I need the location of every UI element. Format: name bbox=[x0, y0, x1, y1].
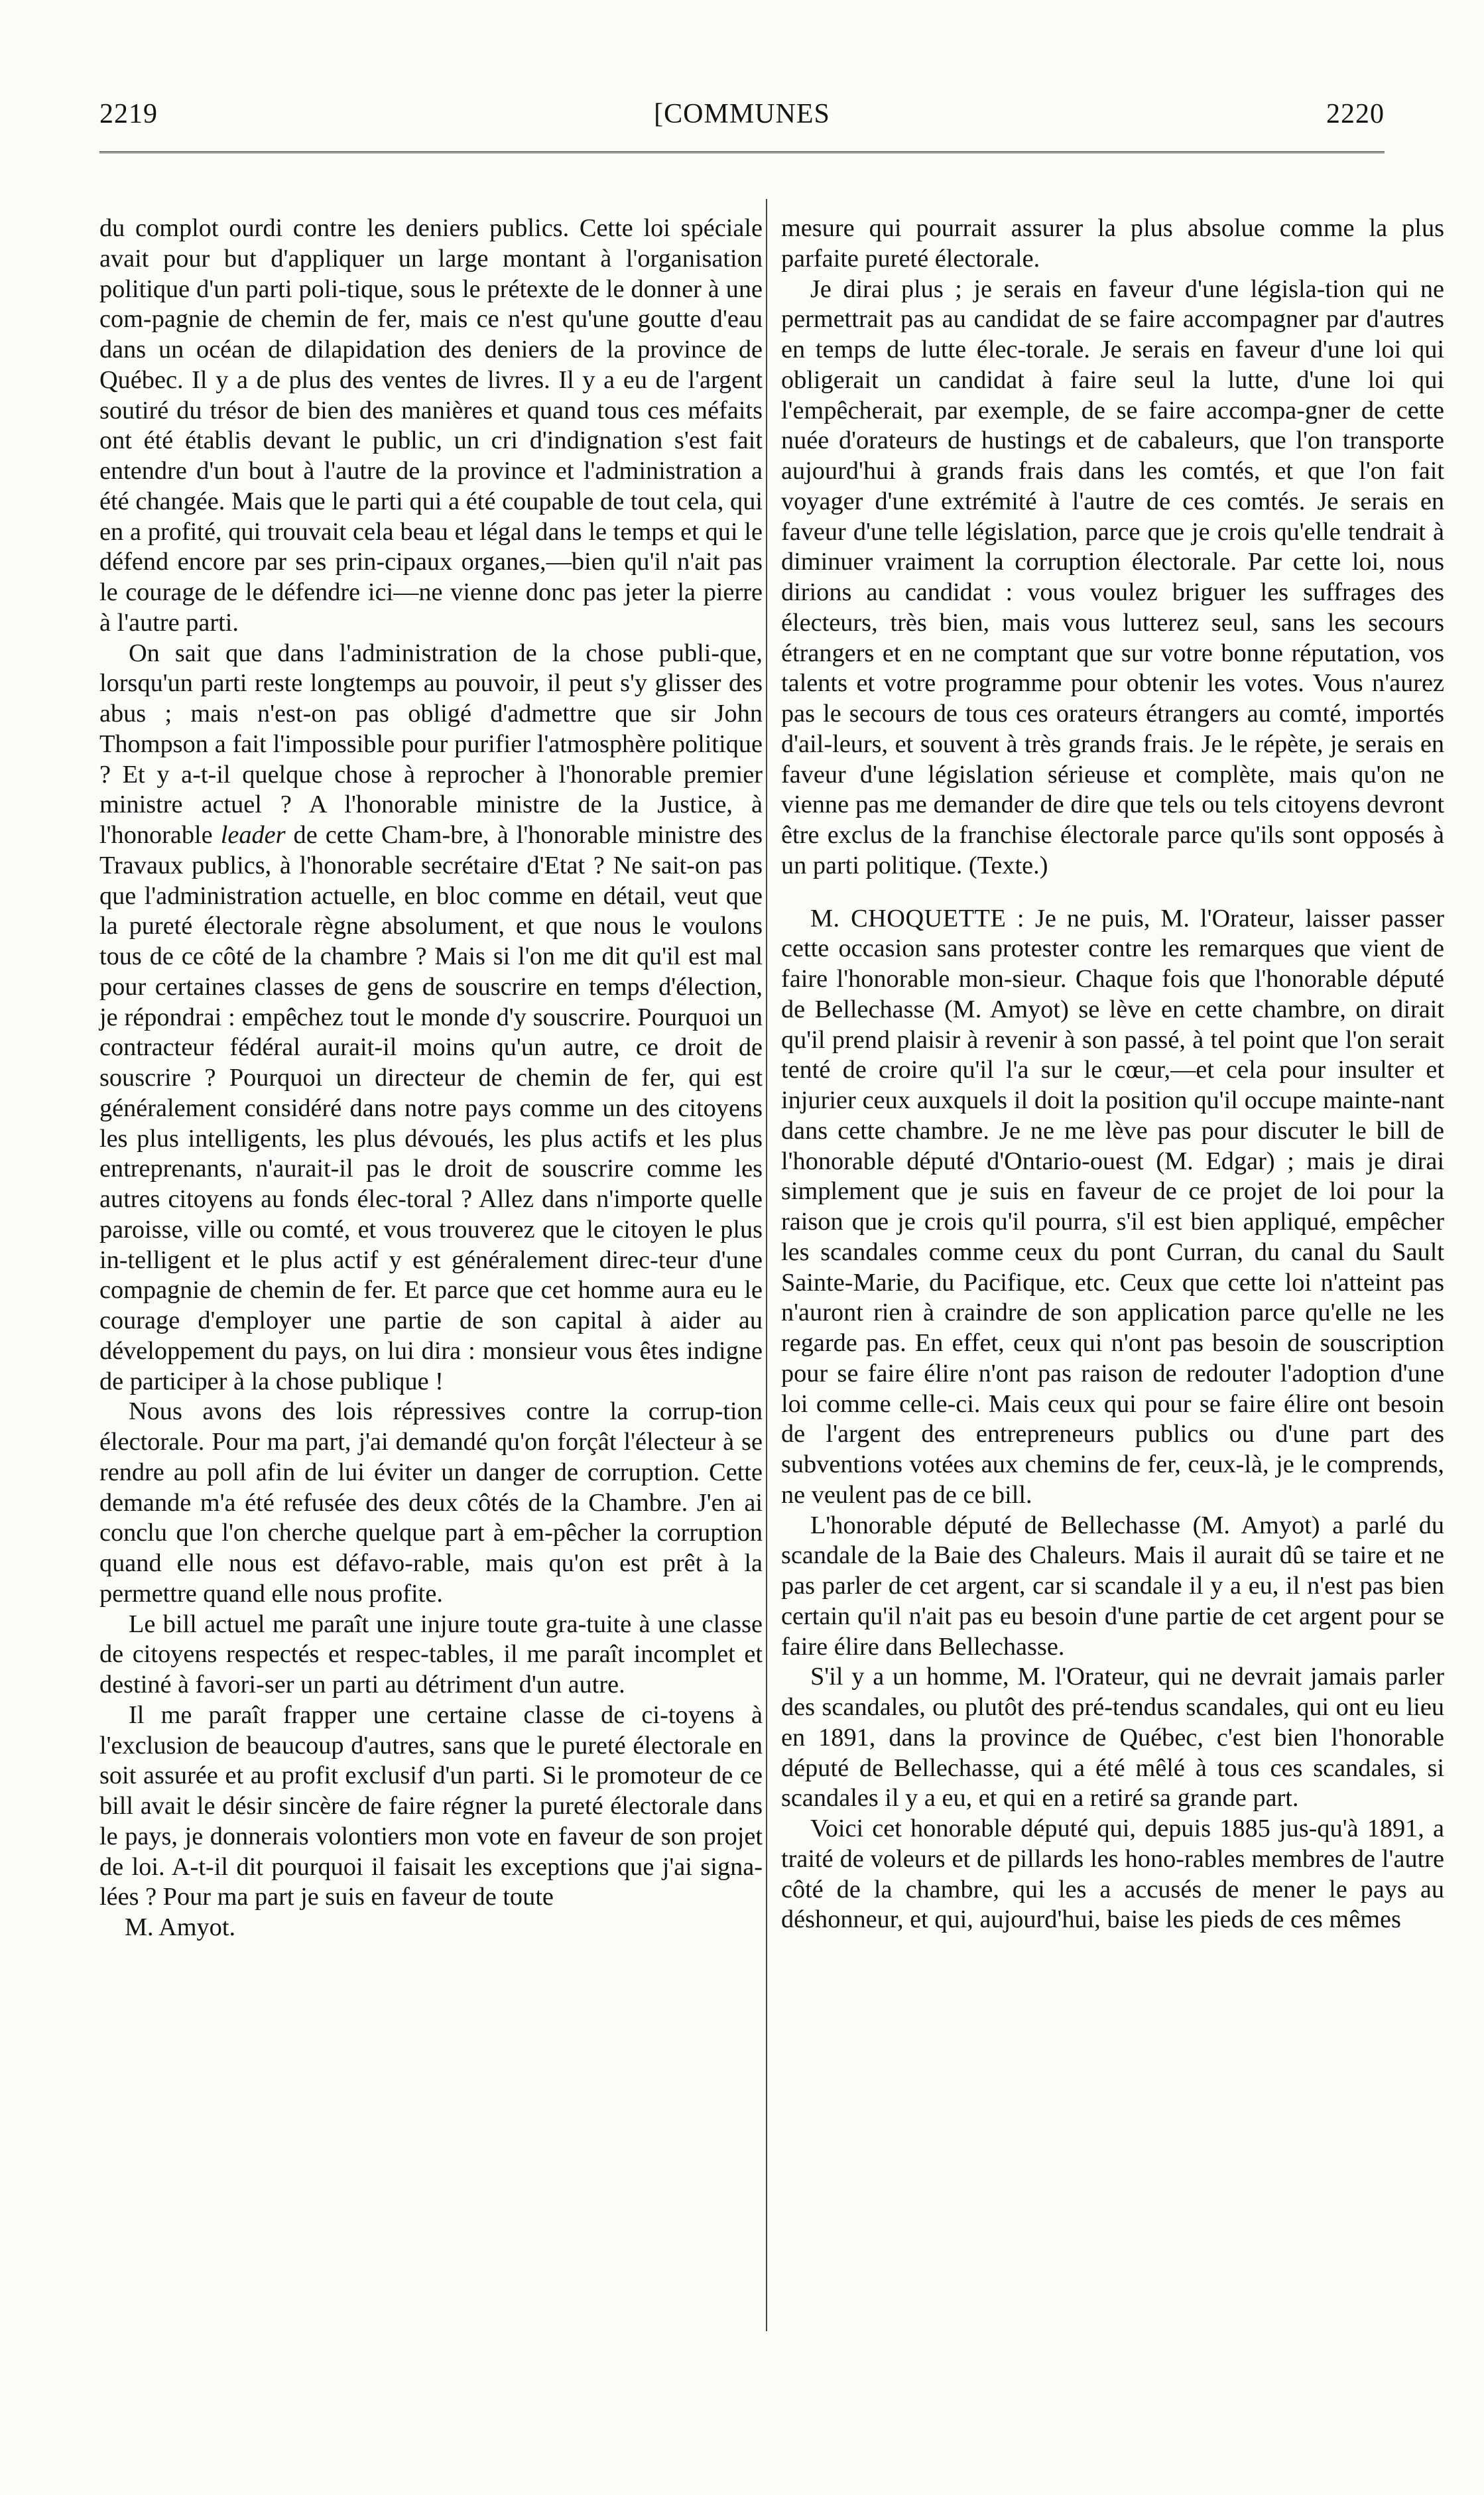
text-run: de cette Cham-bre, à l'honorable ministre des Travaux publics, à l'honorable secrétaire d'Etat ? Ne sait-on pas que l'administration actuelle, en bloc comme en détail, veut que la pureté électorale règne absolument, et que nous le voulons tous de ce côté de la chambre ? Mais si l'on me dit qu'il est mal pour certaines classes de gens de souscrire en temps d'élection, je répondrai : empêchez tout le monde d'y souscrire. Pourquoi un contracteur fédéral aurait-il moins qu'un autre, ce droit de souscrire ? Pourquoi un directeur de chemin de fer, qui est généralement considéré dans notre pays comme un des citoyens les plus intelligents, les plus dévoués, les plus actifs et les plus entreprenants, n'aurait-il pas le droit de souscrire comme les autres citoyens au fonds élec-toral ? Allez dans n'importe quelle paroisse, ville ou comté, et vous trouverez que le citoyen le plus in-telligent et le plus actif y est généralement direc-teur d'une compagnie de chemin de fer. Et parce que cet homme aura eu le courage d'employer une partie de son capital à aider au développement du pays, on lui dira : monsieur vous êtes indigne de participer à la chose publique ! bbox=[99, 821, 763, 1395]
header-rule bbox=[99, 151, 1385, 153]
paragraph: Voici cet honorable député qui, depuis 1885 jus-qu'à 1891, a traité de voleurs et de pillards les hono-rables membres de l'autre côté de la chambre, qui les a accusés de mener le pays au déshonneur, et qui, aujourd'hui, baise les pieds de ces mêmes bbox=[781, 1815, 1444, 1934]
paragraph: L'honorable député de Bellechasse (M. Amyot) a parlé du scandale de la Baie des Chaleurs. Mais il aurait dû se taire et ne pas parler de cet argent, car si scandale il y a eu, il n'est pas bien certain qu'il n'ait pas eu besoin d'une partie de cet argent pour se faire élire dans Bellechasse. bbox=[781, 1511, 1444, 1661]
speaker-name: M. CHOQUETTE : bbox=[810, 904, 1024, 932]
paragraph: S'il y a un homme, M. l'Orateur, qui ne devrait jamais parler des scandales, ou plutôt des pré-tendus scandales, qui ont eu lieu en 1891, dans la province de Québec, c'est bien l'honorable député de Bellechasse, qui a été mêlé à tous ces scandales, si scandales il y a eu, et qui en a retiré sa grande part. bbox=[781, 1663, 1444, 1813]
column-divider bbox=[766, 199, 767, 2331]
right-page-number: 2220 bbox=[1326, 99, 1385, 129]
paragraph: Le bill actuel me paraît une injure toute gra-tuite à une classe de citoyens respectés et respec-tables, il me paraît incomplet et destiné à favori-ser un parti au détriment d'un autre. bbox=[99, 1610, 763, 1698]
text-run: Je ne puis, M. l'Orateur, laisser passer cette occasion sans protester contre les remarques que vient de faire l'honorable mon-sieur. Chaque fois que l'honorable député de Bellechasse (M. Amyot) se lève en cette chambre, on dirait qu'il prend plaisir à revenir à son passé, à tel point que l'on serait tenté de croire qu'il l'a sur le cœur,—et cela pour insulter et injurier ceux auxquels il doit la position qu'il occupe mainte-nant dans cette chambre. Je ne me lève pas pour discuter le bill de l'honorable député d'Ontario-ouest (M. Edgar) ; mais je dirai simplement que je suis en faveur de ce projet de loi pour la raison que je crois qu'il pourra, s'il est bien appliqué, empêcher les scandales comme ceux du pont Curran, du canal du Sault Sainte-Marie, du Pacifique, etc. Ceux que cette loi n'atteint pas n'auront rien à craindre de son application parce qu'elle ne les regarde pas. En effet, ceux qui n'ont pas besoin de souscription pour se faire élire n'ont pas raison de redouter l'adoption d'une loi comme celle-ci. Mais ceux qui pour se faire élire ont besoin de l'argent des entrepreneurs publics ou d'une part des subventions votées aux chemins de fer, ceux-là, je le comprends, ne veulent pas de ce bill. bbox=[781, 904, 1444, 1509]
left-column bbox=[99, 214, 763, 1943]
text-run: On sait que dans l'administration de la chose publi-que, lorsqu'un parti reste longtemps au pouvoir, il peut s'y glisser des abus ; mais n'est-on pas obligé d'admettre que sir John Thompson a fait l'impossible pour purifier l'atmosphère politique ? Et y a-t-il quelque chose à reprocher à l'honorable premier ministre actuel ? A l'honorable ministre de la Justice, à l'honorable bbox=[99, 639, 763, 849]
left-page-number: 2219 bbox=[99, 99, 158, 129]
paragraph: mesure qui pourrait assurer la plus absolue comme la plus parfaite pureté électorale. bbox=[781, 214, 1444, 273]
paragraph bbox=[781, 904, 1444, 1511]
paragraph: du complot ourdi contre les deniers publics. Cette loi spéciale avait pour but d'appliquer un large montant à l'organisation politique d'un parti poli-tique, sous le prétexte de le donner à une com-pagnie de chemin de fer, mais ce n'est qu'une goutte d'eau dans un océan de dilapidation des deniers de la province de Québec. Il y a de plus des ventes de livres. Il y a eu de l'argent soutiré du trésor de bien des manières et quand tous ces méfaits ont été établis devant le public, un cri d'indignation s'est fait entendre d'un bout à l'autre de la province et l'administration a été changée. Mais que le parti qui a été coupable de tout cela, qui en a profité, qui trouvait cela beau et légal dans le temps et qui le défend encore par ses prin-cipaux organes,—bien qu'il n'ait pas le courage de le défendre ici—ne vienne donc pas jeter la pierre à l'autre parti. bbox=[99, 214, 763, 637]
page-header bbox=[99, 98, 1385, 138]
paragraph: Il me paraît frapper une certaine classe de ci-toyens à l'exclusion de beaucoup d'autres, sans que le pureté électorale en soit assurée et au profit exclusif d'un parti. Si le promoteur de ce bill avait le désir sincère de faire régner la pureté électorale dans le pays, je donnerais volontiers mon vote en faveur de son projet de loi. A-t-il dit pourquoi il faisait les exceptions que j'ai signa-lées ? Pour ma part je suis en faveur de toute bbox=[99, 1700, 763, 1911]
right-column bbox=[781, 214, 1444, 1935]
paragraph bbox=[99, 639, 763, 1397]
italic-word: leader bbox=[220, 821, 286, 849]
paragraph: Nous avons des lois répressives contre la corrup-tion électorale. Pour ma part, j'ai demandé qu'on forçât l'électeur à se rendre au poll afin de lui éviter un danger de corruption. Cette demande m'a été refusée des deux côtés de la Chambre. J'en ai conclu que l'on cherche quelque part à em-pêcher la corruption quand elle nous est défavo-rable, mais qu'on est prêt à la permettre quand elle nous profite. bbox=[99, 1397, 763, 1608]
paragraph: Je dirai plus ; je serais en faveur d'une législa-tion qui ne permettrait pas au candidat de se faire accompagner par d'autres en temps de lutte élec-torale. Je serais en faveur d'une loi qui obligerait un candidat à faire seul la lutte, d'une loi qui l'empêcherait, par exemple, de se faire accompa-gner de cette nuée d'orateurs de hustings et de cabaleurs, que l'on transporte aujourd'hui à grands frais dans les comtés, et que l'on fait voyager d'une extrémité à l'autre de ces comtés. Je serais en faveur d'une telle législation, parce que je crois qu'elle tendrait à diminuer vraiment la corruption électorale. Par cette loi, nous dirions au candidat : vous voulez briguer les suffrages des électeurs, très bien, mais vous lutterez seul, sans les secours étrangers et en ne comptant que sur votre bonne réputation, vos talents et votre programme pour obtenir les votes. Vous n'aurez pas le secours de tous ces orateurs étrangers au comté, importés d'ail-leurs, et souvent à très grands frais. Je le répète, je serais en faveur d'une législation sérieuse et complète, mais qu'on ne vienne pas me demander de dire que tels ou tels citoyens devront être exclus de la franchise électorale parce qu'ils sont opposés à un parti politique. (Texte.) bbox=[781, 275, 1444, 879]
running-title: [COMMUNES bbox=[654, 99, 830, 129]
speaker-signature: M. Amyot. bbox=[125, 1913, 236, 1941]
